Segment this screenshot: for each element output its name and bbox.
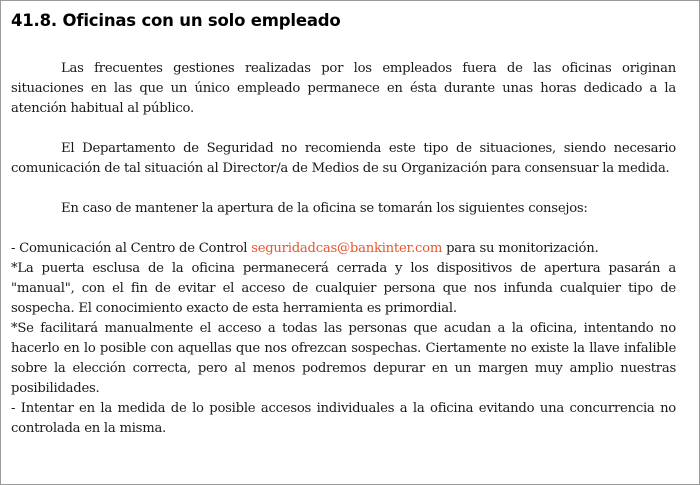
paragraph-intro: Las frecuentes gestiones realizadas por los empleados fuera de las oficinas originan situaciones en las que un único empleado permanece en ésta durante unas horas dedicado a la atención habitual al público. bbox=[11, 61, 676, 116]
email-link[interactable]: seguridadcas@bankinter.com bbox=[251, 241, 443, 256]
document-body bbox=[11, 59, 676, 439]
paragraph-spacer bbox=[11, 119, 676, 139]
advice-item-door: *La puerta esclusa de la oficina permanecerá cerrada y los dispositivos de apertura pasarán a "manual", con el fin de evitar el acceso de cualquier persona que nos infunda cualquier tipo de sospecha. El conocimiento exacto de esta herramienta es primordial. bbox=[11, 261, 676, 316]
paragraph-advice-intro: En caso de mantener la apertura de la oficina se tomarán los siguientes consejos: bbox=[61, 201, 588, 216]
advice-item-prefix: - Comunicación al Centro de Control bbox=[11, 241, 252, 256]
section-title: 41.8. Oficinas con un solo empleado bbox=[11, 11, 341, 30]
advice-item-individual-access: - Intentar en la medida de lo posible accesos individuales a la oficina evitando una concurrencia no controlada en la misma. bbox=[11, 401, 676, 436]
paragraph-security-dept: El Departamento de Seguridad no recomienda este tipo de situaciones, siendo necesario comunicación de tal situación al Director/a de Medios de su Organización para consensuar la medida. bbox=[11, 141, 676, 176]
advice-item-control-center bbox=[11, 239, 676, 259]
paragraph-spacer bbox=[11, 219, 676, 239]
advice-list bbox=[11, 239, 676, 439]
advice-item-suffix: para su monitorización. bbox=[442, 241, 599, 256]
advice-item-manual-access: *Se facilitará manualmente el acceso a todas las personas que acudan a la oficina, intentando no hacerlo en lo posible con aquellas que nos ofrezcan sospechas. Ciertamente no existe la llave infalible sobre la elección correcta, pero al menos podremos depurar en un margen muy amplio nuestras posibilidades. bbox=[11, 321, 676, 396]
paragraph-spacer bbox=[11, 179, 676, 199]
